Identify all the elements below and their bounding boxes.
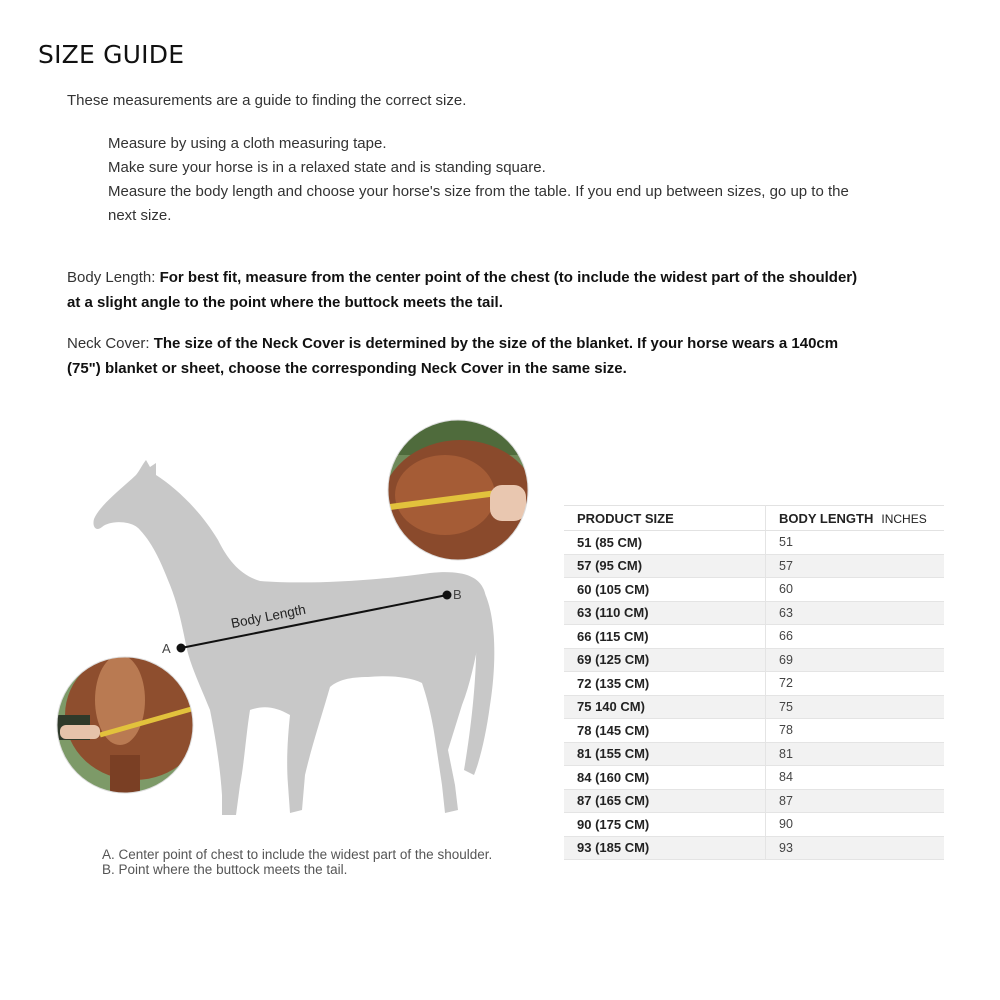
size-cell: 63 (110 CM) xyxy=(564,601,766,625)
table-row xyxy=(564,578,944,602)
table-row xyxy=(564,531,944,555)
length-cell: 66 xyxy=(766,625,945,649)
step-item: Measure by using a cloth measuring tape. xyxy=(108,135,387,152)
size-cell: 66 (115 CM) xyxy=(564,625,766,649)
neck-cover-paragraph xyxy=(67,332,867,381)
size-cell: 81 (155 CM) xyxy=(564,742,766,766)
point-a-label: A xyxy=(162,641,171,656)
size-cell: 51 (85 CM) xyxy=(564,531,766,555)
length-cell: 51 xyxy=(766,531,945,555)
measuring-steps xyxy=(108,132,868,228)
size-cell: 87 (165 CM) xyxy=(564,789,766,813)
table-row xyxy=(564,554,944,578)
table-row xyxy=(564,695,944,719)
length-cell: 75 xyxy=(766,695,945,719)
size-cell: 84 (160 CM) xyxy=(564,766,766,790)
length-cell: 69 xyxy=(766,648,945,672)
column-header-body-length xyxy=(766,506,945,531)
neck-cover-label: Neck Cover: xyxy=(67,335,150,352)
chest-photo xyxy=(50,650,205,805)
table-row xyxy=(564,625,944,649)
length-cell: 63 xyxy=(766,601,945,625)
size-cell: 72 (135 CM) xyxy=(564,672,766,696)
neck-cover-text: The size of the Neck Cover is determined by the size of the blanket. If your horse wears a 140cm (75") blanket or sheet, choose the corresponding Neck Cover in the same size. xyxy=(67,335,839,377)
table-row xyxy=(564,742,944,766)
length-cell: 93 xyxy=(766,836,945,860)
table-header-row xyxy=(564,506,944,531)
point-a-dot xyxy=(177,644,186,653)
length-cell: 90 xyxy=(766,813,945,837)
length-cell: 84 xyxy=(766,766,945,790)
body-length-line-label: Body Length xyxy=(229,601,307,631)
caption-a: A. Center point of chest to include the widest part of the shoulder. xyxy=(102,847,493,862)
size-cell: 75 140 CM) xyxy=(564,695,766,719)
step-item: Measure the body length and choose your horse's size from the table. If you end up between sizes, go up to the next size. xyxy=(108,183,849,224)
table-row xyxy=(564,789,944,813)
point-b-dot xyxy=(443,591,452,600)
table-row xyxy=(564,719,944,743)
horse-measurement-diagram xyxy=(50,415,550,885)
intro-text: These measurements are a guide to finding the correct size. xyxy=(67,92,467,109)
buttock-photo xyxy=(380,415,540,580)
page-title: SIZE GUIDE xyxy=(38,40,185,69)
unit-label: INCHES xyxy=(881,511,927,526)
body-length-text: For best fit, measure from the center point of the chest (to include the widest part of the shoulder) at a slight angle to the point where the buttock meets the tail. xyxy=(67,269,858,311)
size-table xyxy=(564,505,944,860)
step-item: Make sure your horse is in a relaxed state and is standing square. xyxy=(108,159,546,176)
body-length-header-text: BODY LENGTH xyxy=(779,510,874,526)
length-cell: 72 xyxy=(766,672,945,696)
column-header-product-size: PRODUCT SIZE xyxy=(564,506,766,531)
point-b-label: B xyxy=(453,587,462,602)
table-row xyxy=(564,648,944,672)
table-row xyxy=(564,672,944,696)
size-cell: 57 (95 CM) xyxy=(564,554,766,578)
length-cell: 60 xyxy=(766,578,945,602)
caption-b: B. Point where the buttock meets the tail. xyxy=(102,862,348,877)
table-row xyxy=(564,766,944,790)
length-cell: 87 xyxy=(766,789,945,813)
size-cell: 90 (175 CM) xyxy=(564,813,766,837)
table-row xyxy=(564,601,944,625)
table-row xyxy=(564,836,944,860)
size-cell: 60 (105 CM) xyxy=(564,578,766,602)
body-length-label: Body Length: xyxy=(67,269,156,286)
table-row xyxy=(564,813,944,837)
length-cell: 78 xyxy=(766,719,945,743)
body-length-paragraph xyxy=(67,266,867,315)
size-cell: 93 (185 CM) xyxy=(564,836,766,860)
length-cell: 57 xyxy=(766,554,945,578)
figure-caption xyxy=(102,847,492,877)
size-cell: 69 (125 CM) xyxy=(564,648,766,672)
size-cell: 78 (145 CM) xyxy=(564,719,766,743)
length-cell: 81 xyxy=(766,742,945,766)
horse-diagram-svg xyxy=(50,415,550,885)
